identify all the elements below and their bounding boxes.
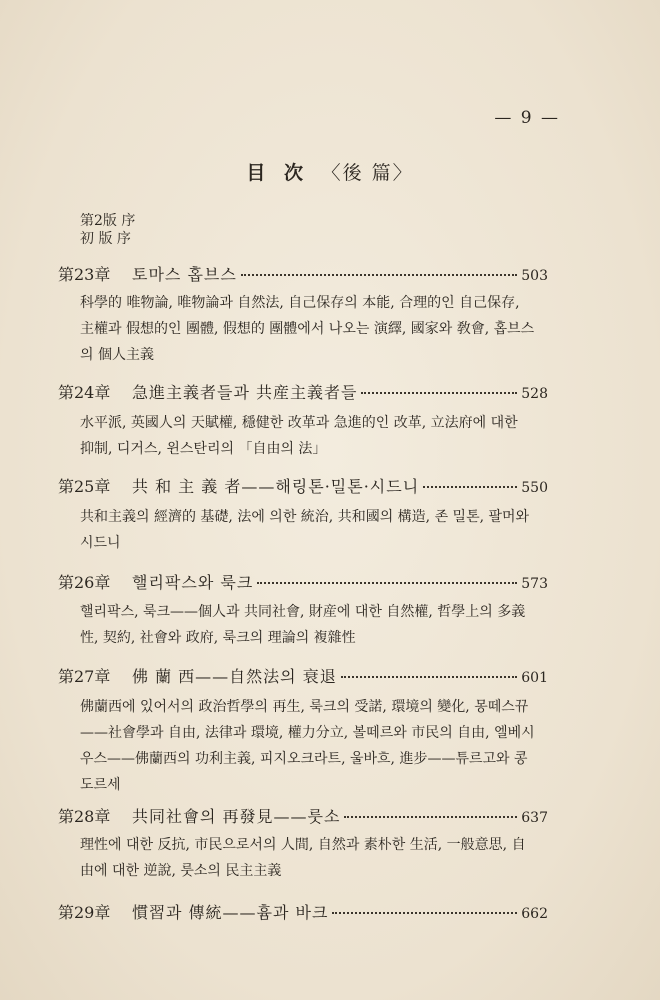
page-number: — 9 — xyxy=(494,108,560,128)
leader-dots xyxy=(332,912,517,914)
chapter-summary-25: 共和主義의 經濟的 基礎, 法에 의한 統治, 共和國의 構造, 존 밀톤, 팔머와 시드니 xyxy=(80,509,530,551)
chapter-title: 佛 蘭 西——自然法의 衰退 xyxy=(132,667,337,686)
leader-dots xyxy=(257,582,517,584)
chapter-page: 528 xyxy=(521,386,548,402)
leader-dots xyxy=(344,816,517,818)
toc-title-main: 目 次 xyxy=(246,162,309,184)
chapter-page: 503 xyxy=(521,268,548,284)
chapter-title: 共 和 主 義 者——해링톤·밀톤·시드니 xyxy=(132,477,420,496)
chapter-row-24 xyxy=(58,380,548,403)
chapter-summary-26: 핼리팍스, 룩크——個人과 共同社會, 財産에 대한 自然權, 哲學上의 多義性, 契約, 社會와 政府, 룩크의 理論의 複雜性 xyxy=(80,604,526,646)
chapter-summary-24: 水平派, 英國人의 天賦權, 穩健한 改革과 急進的인 改革, 立法府에 대한 抑制, 디거스, 윈스탄리의 「自由의 法」 xyxy=(80,415,518,457)
chapter-title: 共同社會의 再發見——룻소 xyxy=(132,807,341,826)
preface-list xyxy=(80,212,135,248)
chapter-row-25 xyxy=(58,474,548,497)
chapter-row-27 xyxy=(58,664,548,687)
leader-dots xyxy=(423,486,517,488)
chapter-page: 573 xyxy=(521,576,548,592)
chapter-number: 第27章 xyxy=(58,667,111,686)
chapter-row-29 xyxy=(58,900,548,923)
chapter-title: 토마스 홉브스 xyxy=(132,265,237,284)
preface-item: 第2版 序 xyxy=(80,213,136,229)
toc-title xyxy=(0,158,660,185)
chapter-number: 第29章 xyxy=(58,903,111,922)
chapter-summary-28: 理性에 대한 反抗, 市民으로서의 人間, 自然과 素朴한 生活, 一般意思, 自由에 대한 逆說, 룻소의 民主主義 xyxy=(80,837,526,879)
chapter-title: 急進主義者들과 共産主義者들 xyxy=(132,383,358,402)
toc-title-sub: 〈後 篇〉 xyxy=(321,162,414,184)
chapter-row-28 xyxy=(58,804,548,827)
chapter-number: 第28章 xyxy=(58,807,111,826)
chapter-title: 慣習과 傳統——흄과 바크 xyxy=(132,903,329,922)
chapter-number: 第23章 xyxy=(58,265,111,284)
leader-dots xyxy=(341,676,518,678)
chapter-summary-27: 佛蘭西에 있어서의 政治哲學의 再生, 룩크의 受諾, 環境의 變化, 몽떼스뀨——社會學과 自由, 法律과 環境, 權力分立, 볼떼르와 市民의 自由, 엘베시우스——佛蘭西의 功利主義, 피지오크라트, 울바흐, 進步——튜르고와 콩도르세 xyxy=(80,699,535,793)
chapter-page: 662 xyxy=(521,906,548,922)
chapter-page: 637 xyxy=(521,810,548,826)
chapter-summary-23: 科學的 唯物論, 唯物論과 自然法, 自己保存의 本能, 合理的인 自己保存, 主權과 假想的인 團體, 假想的 團體에서 나오는 演繹, 國家와 敎會, 홉브스의 個人主義 xyxy=(80,295,535,363)
chapter-number: 第26章 xyxy=(58,573,111,592)
chapter-page: 550 xyxy=(521,480,548,496)
chapter-row-26 xyxy=(58,570,548,593)
chapter-number: 第25章 xyxy=(58,477,111,496)
chapter-page: 601 xyxy=(521,670,548,686)
chapter-row-23 xyxy=(58,262,548,285)
leader-dots xyxy=(361,392,517,394)
chapter-number: 第24章 xyxy=(58,383,111,402)
preface-item: 初 版 序 xyxy=(80,231,131,247)
leader-dots xyxy=(241,274,517,276)
chapter-title: 핼리팍스와 룩크 xyxy=(132,573,254,592)
